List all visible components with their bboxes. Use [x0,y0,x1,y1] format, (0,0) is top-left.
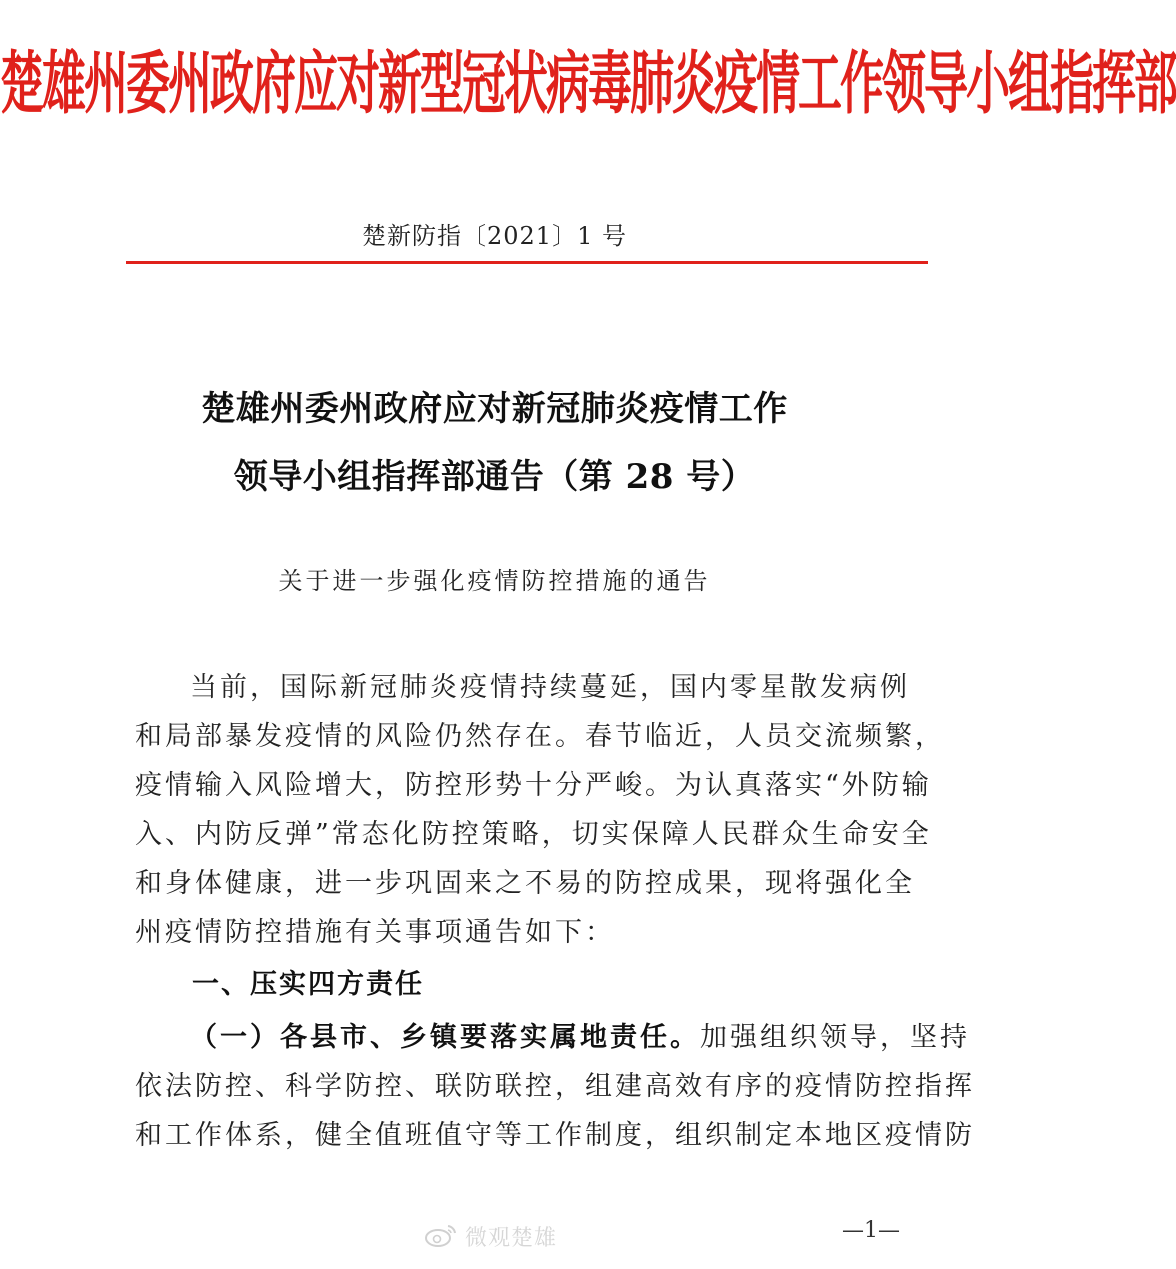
body-paragraph-line: 和身体健康，进一步巩固来之不易的防控成果，现将强化全 [135,868,915,899]
body-paragraph-line: 州疫情防控措施有关事项通告如下： [135,917,615,948]
body-paragraph-line: 依法防控、科学防控、联防联控，组建高效有序的疫情防控指挥 [135,1071,975,1102]
body-paragraph-line: 入、内防反弹”常态化防控策略，切实保障人民群众生命安全 [135,819,932,850]
notice-subtitle: 关于进一步强化疫情防控措施的通告 [278,567,711,595]
notice-title-line-1: 楚雄州委州政府应对新冠肺炎疫情工作 [201,389,788,429]
body-paragraph-line: 疫情输入风险增大，防控形势十分严峻。为认真落实“外防输 [135,770,932,801]
section-heading: 一、压实四方责任 [192,969,424,1000]
weibo-logo-icon [424,1222,458,1248]
page-number: —1— [842,1218,900,1243]
item-first-line [190,1015,970,1054]
watermark-text: 微观楚雄 [465,1226,558,1251]
notice-title-line-2: 领导小组指挥部通告（第 28 号） [233,457,756,497]
item-bold-lead: （一）各县市、乡镇要落实属地责任。 [190,1022,700,1053]
body-paragraph-line: 和局部暴发疫情的风险仍然存在。春节临近，人员交流频繁， [135,721,945,752]
red-divider-line [126,261,928,264]
letterhead-title: 楚雄州委州政府应对新型冠状病毒肺炎疫情工作领导小组指挥部 [0,45,1176,125]
document-number: 楚新防指〔2021〕1 号 [362,222,627,250]
body-paragraph-line: 和工作体系，健全值班值守等工作制度，组织制定本地区疫情防 [135,1120,975,1151]
body-paragraph-line: 当前，国际新冠肺炎疫情持续蔓延，国内零星散发病例 [190,672,910,703]
item-first-line-rest: 加强组织领导，坚持 [700,1022,970,1053]
